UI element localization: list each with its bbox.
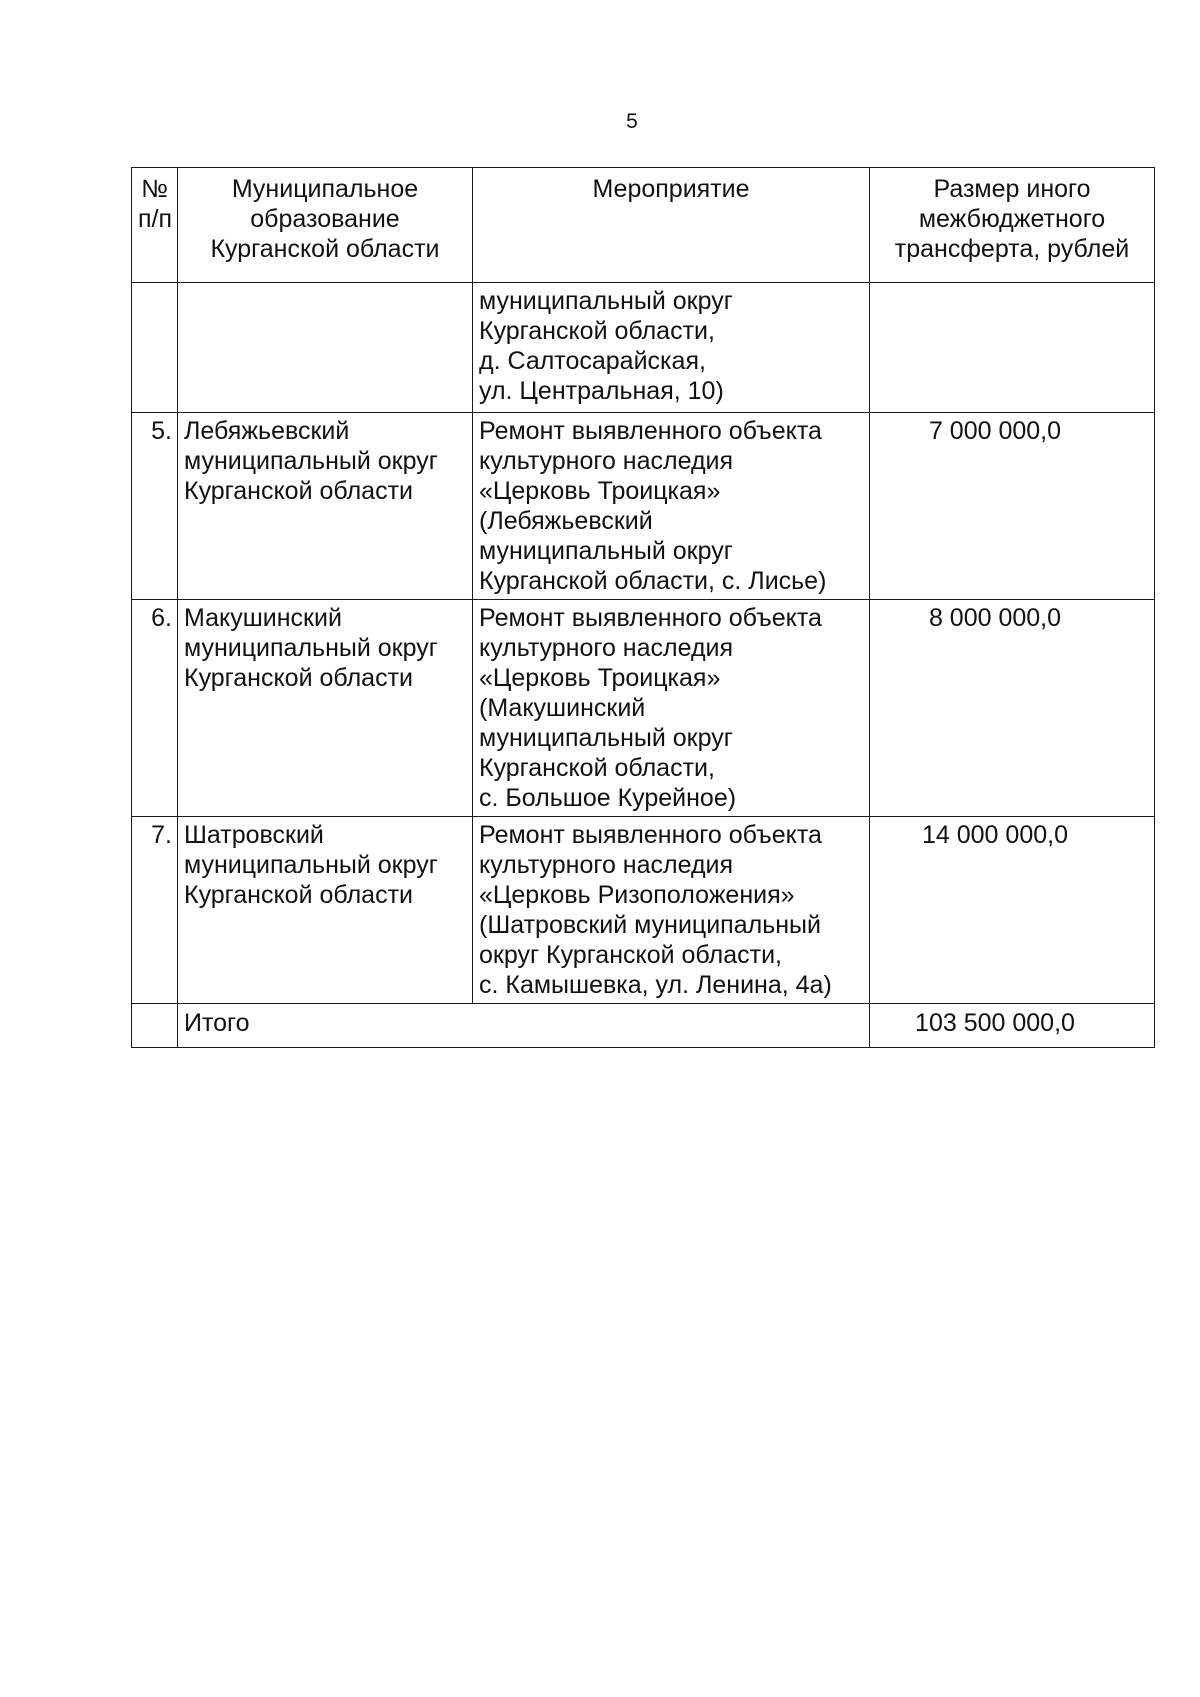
table-header-row xyxy=(132,168,1155,283)
event-text-line: муниципальный округ xyxy=(479,724,733,752)
cell-amount xyxy=(870,283,1155,413)
cell-num: 7. xyxy=(132,817,178,1004)
event-text-line: культурного наследия xyxy=(479,634,734,662)
cell-amount: 14 000 000,0 xyxy=(870,817,1155,1004)
event-text-line: муниципальный округ xyxy=(479,287,733,315)
event-text-line: «Церковь Ризоположения» xyxy=(479,881,795,909)
header-text-line: трансферта, рублей xyxy=(894,235,1130,263)
header-text-line: Муниципальное xyxy=(231,175,419,203)
municipality-text-line: муниципальный округ xyxy=(184,851,438,879)
page-number: 5 xyxy=(626,110,638,133)
header-text-line: образование xyxy=(250,205,400,233)
table-row xyxy=(132,600,1155,817)
event-text-line: Ремонт выявленного объекта xyxy=(479,417,822,445)
header-amount xyxy=(870,168,1155,283)
header-text-line: № xyxy=(141,175,168,203)
event-text-line: муниципальный округ xyxy=(479,537,733,565)
cell-num xyxy=(132,283,178,413)
event-text-line: с. Камышевка, ул. Ленина, 4а) xyxy=(479,971,832,999)
municipality-text-line: муниципальный округ xyxy=(184,447,438,475)
header-text-line: п/п xyxy=(138,205,173,233)
total-label: Итого xyxy=(178,1004,870,1048)
event-text-line: (Шатровский муниципальный xyxy=(479,911,821,939)
cell-municipality xyxy=(178,283,473,413)
event-text-line: культурного наследия xyxy=(479,447,734,475)
event-text-line: (Макушинский xyxy=(479,694,646,722)
table-row xyxy=(132,817,1155,1004)
cell-amount: 8 000 000,0 xyxy=(870,600,1155,817)
event-text-line: ул. Центральная, 10) xyxy=(479,377,724,405)
event-text-line: Ремонт выявленного объекта xyxy=(479,821,822,849)
header-municipality xyxy=(178,168,473,283)
municipality-text-line: Курганской области xyxy=(184,664,414,692)
municipality-text-line: Лебяжьевский xyxy=(184,417,350,445)
cell-event xyxy=(473,600,870,817)
cell-event xyxy=(473,413,870,600)
table-row-continuation xyxy=(132,283,1155,413)
header-text-line: Курганской области xyxy=(210,235,440,263)
municipality-text-line: Шатровский xyxy=(184,821,324,849)
event-text-line: (Лебяжьевский xyxy=(479,507,653,535)
cell-event xyxy=(473,283,870,413)
municipality-text-line: Макушинский xyxy=(184,604,342,632)
event-text-line: округ Курганской области, xyxy=(479,941,782,969)
event-text-line: «Церковь Троицкая» xyxy=(479,477,721,505)
municipality-text-line: Курганской области xyxy=(184,477,414,505)
header-text-line: Мероприятие xyxy=(592,175,750,203)
cell-amount: 7 000 000,0 xyxy=(870,413,1155,600)
cell-municipality xyxy=(178,600,473,817)
header-num xyxy=(132,168,178,283)
event-text-line: Курганской области, с. Лисье) xyxy=(479,567,827,595)
event-text-line: Курганской области, xyxy=(479,317,715,345)
cell-municipality xyxy=(178,413,473,600)
cell-municipality xyxy=(178,817,473,1004)
cell-num xyxy=(132,1004,178,1048)
cell-event xyxy=(473,817,870,1004)
header-text-line: межбюджетного xyxy=(918,205,1106,233)
table-row xyxy=(132,413,1155,600)
transfer-table xyxy=(131,167,1155,1048)
header-text-line: Размер иного xyxy=(933,175,1091,203)
header-event xyxy=(473,168,870,283)
event-text-line: д. Салтосарайская, xyxy=(479,347,706,375)
cell-num: 6. xyxy=(132,600,178,817)
event-text-line: Ремонт выявленного объекта xyxy=(479,604,822,632)
event-text-line: Курганской области, xyxy=(479,754,715,782)
event-text-line: культурного наследия xyxy=(479,851,734,879)
cell-num: 5. xyxy=(132,413,178,600)
event-text-line: «Церковь Троицкая» xyxy=(479,664,721,692)
municipality-text-line: муниципальный округ xyxy=(184,634,438,662)
municipality-text-line: Курганской области xyxy=(184,881,414,909)
total-amount: 103 500 000,0 xyxy=(870,1004,1155,1048)
table-total-row xyxy=(132,1004,1155,1048)
event-text-line: с. Большое Курейное) xyxy=(479,784,737,812)
